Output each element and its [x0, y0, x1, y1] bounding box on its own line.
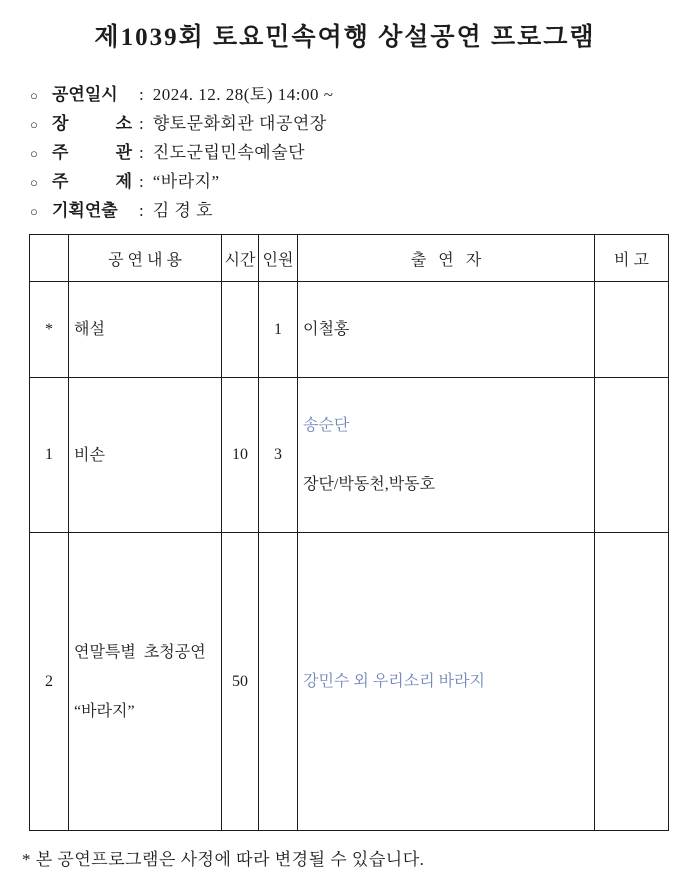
info-value-date: 2024. 12. 28(토) 14:00 ~	[152, 85, 334, 104]
info-row-director	[30, 196, 690, 225]
info-value-theme: “바라지”	[152, 172, 220, 191]
header-people: 인원	[259, 235, 298, 282]
info-list	[30, 80, 690, 225]
document-page	[0, 17, 690, 869]
info-row-date	[30, 80, 690, 109]
performer-line-highlighted: 송순단	[303, 417, 350, 434]
cell-content	[69, 282, 222, 378]
circle-bullet-icon: ○	[30, 175, 38, 190]
cell-performers	[298, 533, 595, 831]
info-value-organizer: 진도군립민속예술단	[152, 143, 306, 162]
cell-note	[595, 378, 669, 533]
cell-no: *	[30, 282, 69, 378]
performer-line-highlighted: 강민수 외 우리소리 바라지	[303, 673, 486, 690]
info-label-place: 장 소	[52, 114, 132, 133]
cell-no: 1	[30, 378, 69, 533]
table-row	[30, 282, 669, 378]
cell-content	[69, 533, 222, 831]
info-row-place	[30, 109, 690, 138]
circle-bullet-icon: ○	[30, 117, 38, 132]
info-separator: :	[139, 114, 144, 133]
header-time: 시간	[222, 235, 259, 282]
cell-time	[222, 282, 259, 378]
header-performers: 출 연 자	[298, 235, 595, 282]
info-separator: :	[139, 143, 144, 162]
content-line: “바라지”	[74, 702, 135, 720]
content-line: 해설	[74, 321, 105, 338]
cell-time: 50	[222, 533, 259, 831]
cell-time: 10	[222, 378, 259, 533]
info-separator: :	[139, 172, 144, 191]
footnote: * 본 공연프로그램은 사정에 따라 변경될 수 있습니다.	[22, 850, 425, 869]
performer-line: 이철홍	[303, 321, 350, 338]
table-row	[30, 533, 669, 831]
info-separator: :	[139, 201, 144, 220]
cell-note	[595, 282, 669, 378]
info-value-director: 김 경 호	[152, 201, 214, 220]
info-row-organizer	[30, 138, 690, 167]
content-line: 연말특별 초청공연	[74, 643, 206, 661]
page-title: 제1039회 토요민속여행 상설공연 프로그램	[94, 24, 596, 51]
info-label-theme: 주 제	[52, 172, 132, 191]
info-separator: :	[139, 85, 144, 104]
cell-people: 3	[259, 378, 298, 533]
circle-bullet-icon: ○	[30, 88, 38, 103]
cell-performers	[298, 378, 595, 533]
header-note: 비 고	[595, 235, 669, 282]
cell-performers	[298, 282, 595, 378]
circle-bullet-icon: ○	[30, 146, 38, 161]
info-value-place: 향토문화회관 대공연장	[152, 114, 327, 133]
table-row	[30, 378, 669, 533]
circle-bullet-icon: ○	[30, 204, 38, 219]
cell-note	[595, 533, 669, 831]
info-row-theme	[30, 167, 690, 196]
cell-content	[69, 378, 222, 533]
info-label-date: 공연일시	[52, 85, 118, 104]
header-no	[30, 235, 69, 282]
content-line: 비손	[74, 446, 105, 464]
info-label-organizer: 주 관	[52, 143, 132, 162]
info-label-director: 기획연출	[52, 201, 118, 220]
cell-people: 1	[259, 282, 298, 378]
header-content: 공 연 내 용	[69, 235, 222, 282]
performer-line: 장단/박동천,박동호	[303, 476, 436, 493]
table-header-row	[30, 235, 669, 282]
cell-people	[259, 533, 298, 831]
program-table	[29, 234, 669, 831]
cell-no: 2	[30, 533, 69, 831]
